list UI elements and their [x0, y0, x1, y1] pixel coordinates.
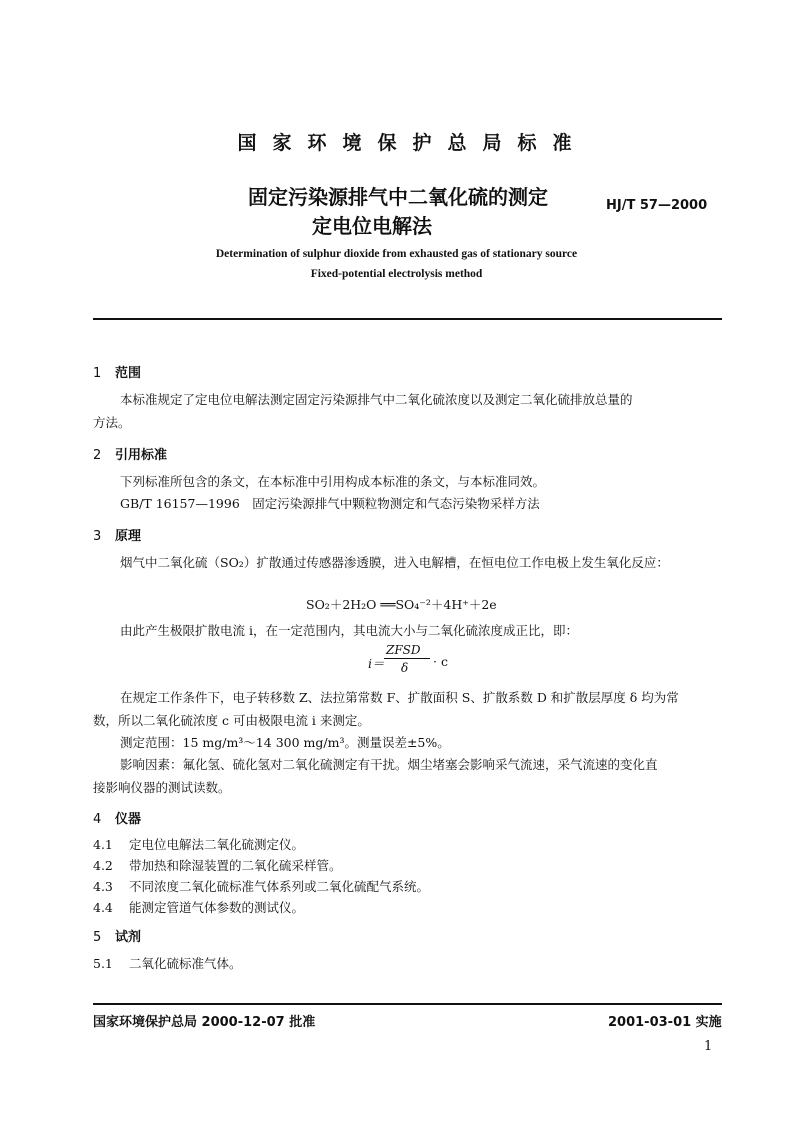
document-title-line-2: 定电位电解法 — [312, 214, 432, 238]
english-title-line-2: Fixed-potential electrolysis method — [310, 268, 483, 280]
section-title: 试剂 — [115, 930, 142, 945]
paragraph: 烟气中二氧化硫（SO₂）扩散通过传感器渗透膜，进入电解槽，在恒电位工作电极上发生氧化反应： — [120, 555, 669, 570]
formula-denominator: δ — [401, 661, 409, 675]
section-heading-4 — [93, 808, 141, 827]
page-number: 1 — [704, 1039, 713, 1054]
measurement-range: 测定范围：15 mg/m³～14 300 mg/m³。测量误差±5%。 — [120, 735, 450, 750]
list-item — [93, 898, 304, 916]
paragraph: 由此产生极限扩散电流 i，在一定范围内，其电流大小与二氧化硫浓度成正比，即： — [120, 623, 578, 638]
formula-numerator: ZFSD — [386, 643, 421, 657]
item-number: 4.2 — [93, 858, 113, 873]
section-number: 5 — [93, 930, 102, 945]
section-title: 引用标准 — [115, 448, 168, 463]
section-heading-3 — [93, 525, 141, 544]
item-number: 4.1 — [93, 837, 113, 852]
item-text: 定电位电解法二氧化硫测定仪。 — [129, 837, 305, 852]
section-title: 范围 — [115, 366, 142, 381]
item-number: 4.4 — [93, 900, 113, 915]
item-number: 5.1 — [93, 956, 113, 971]
paragraph: 方法。 — [93, 415, 131, 430]
item-text: 能测定管道气体参数的测试仪。 — [129, 900, 305, 915]
document-title-line-1: 固定污染源排气中二氧化硫的测定 — [248, 185, 548, 209]
footer-divider — [93, 1003, 722, 1005]
section-heading-1 — [93, 362, 141, 381]
formula-rhs: · c — [433, 654, 448, 669]
section-number: 3 — [93, 529, 102, 544]
header-divider — [93, 318, 722, 320]
item-text: 二氧化硫标准气体。 — [129, 956, 242, 971]
paragraph: 影响因素：氟化氢、硫化氢对二氧化硫测定有干扰。烟尘堵塞会影响采气流速，采气流速的变化直 — [120, 757, 658, 772]
referenced-standard: GB/T 16157—1996 固定污染源排气中颗粒物测定和气态污染物采样方法 — [120, 496, 540, 511]
list-item — [93, 877, 429, 895]
section-number: 1 — [93, 366, 102, 381]
section-heading-2 — [93, 444, 167, 463]
paragraph: 接影响仪器的测试读数。 — [93, 780, 231, 795]
item-text: 不同浓度二氧化硫标准气体系列或二氧化硫配气系统。 — [129, 879, 430, 894]
standard-organization-heading: 国家环境保护总局标准 — [237, 132, 588, 154]
approval-note: 国家环境保护总局 2000-12-07 批准 — [93, 1015, 316, 1030]
paragraph: 数，所以二氧化硫浓度 c 可由极限电流 i 来测定。 — [93, 713, 370, 728]
list-item — [93, 835, 304, 853]
section-number: 2 — [93, 448, 102, 463]
item-number: 4.3 — [93, 879, 113, 894]
implementation-date: 2001-03-01 实施 — [608, 1015, 722, 1030]
english-title-line-1: Determination of sulphur dioxide from exhausted gas of stationary source — [215, 248, 578, 260]
section-number: 4 — [93, 812, 102, 827]
paragraph: 在规定工作条件下，电子转移数 Z、法拉第常数 F、扩散面积 S、扩散系数 D 和扩散层厚度 δ 均为常 — [120, 690, 679, 705]
paragraph: 本标准规定了定电位电解法测定固定污染源排气中二氧化硫浓度以及测定二氧化硫排放总量的 — [120, 392, 633, 407]
item-text: 带加热和除湿装置的二氧化硫采样管。 — [129, 858, 342, 873]
fraction-bar — [384, 658, 430, 659]
formula-lhs: i＝ — [368, 656, 385, 671]
list-item — [93, 856, 342, 874]
reaction-equation: SO₂＋2H₂O ══SO₄⁻²＋4H⁺＋2e — [306, 597, 497, 612]
list-item — [93, 954, 242, 972]
section-title: 仪器 — [115, 812, 142, 827]
paragraph: 下列标准所包含的条文，在本标准中引用构成本标准的条文，与本标准同效。 — [120, 474, 546, 489]
section-heading-5 — [93, 926, 141, 945]
standard-number: HJ/T 57—2000 — [606, 198, 708, 213]
section-title: 原理 — [115, 529, 142, 544]
